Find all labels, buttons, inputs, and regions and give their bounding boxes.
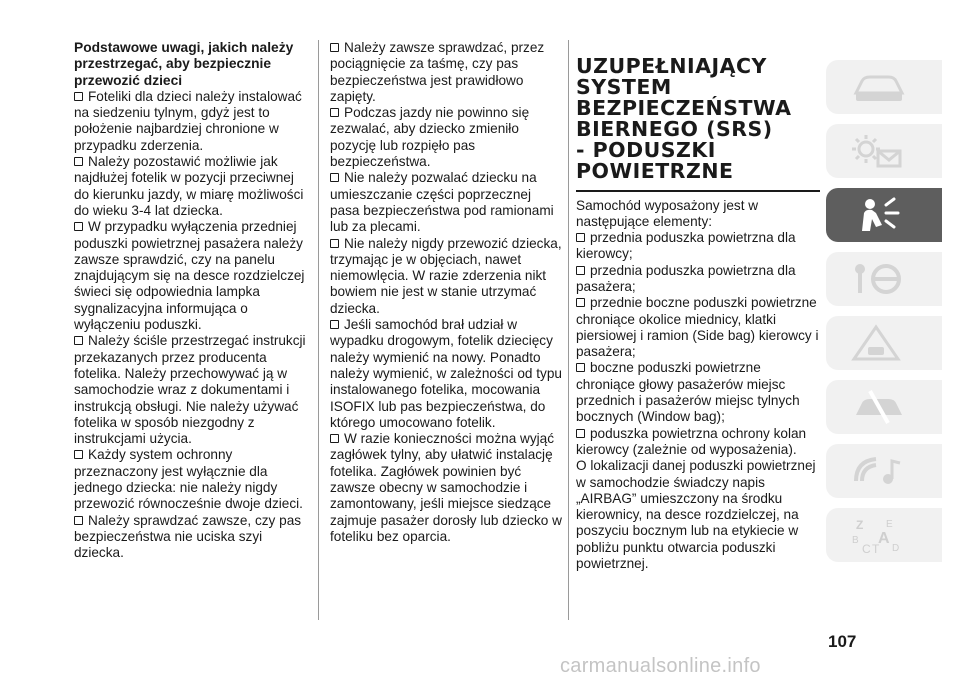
bullet-item: przednia poduszka powietrzna dla pasażera; — [576, 263, 820, 296]
bullet-item: Nie należy pozwalać dziecku na umieszczanie części poprzecznej pasa bezpieczeństwa pod ramionami lub za plecami. — [330, 170, 562, 235]
section-title-line: UZUPEŁNIAJĄCY — [576, 54, 767, 78]
index-letter: B — [852, 535, 859, 546]
bullet-item: W razie konieczności można wyjąć zagłówek tylny, aby ułatwić instalację fotelika. Zagłówek powinien być zawsze obecny w samochodzie i zamontowany, jeśli miejsce siedzące zajmuje pasażer dorosły lub dziecko w foteliku bez oparcia. — [330, 431, 562, 544]
index-letter: C — [862, 542, 871, 555]
bullet-item: Foteliki dla dzieci należy instalować na siedzeniu tylnym, gdyż jest to położenie najbardziej chronione w przypadku zderzenia. — [74, 89, 306, 154]
wrench-car-icon — [848, 387, 908, 427]
watermark: carmanualsonline.info — [560, 655, 761, 677]
bullet-item: poduszka powietrzna ochrony kolan kierowcy (zależnie od wyposażenia). — [576, 426, 820, 459]
chapter-tabs — [826, 60, 946, 572]
bullet-item: Należy sprawdzać zawsze, czy pas bezpieczeństwa nie uciska szyi dziecka. — [74, 513, 306, 562]
bullet-item: W przypadku wyłączenia przedniej poduszki powietrznej pasażera należy zawsze sprawdzić, czy na panelu znajdującym się na desce rozdzielczej świeci się odpowiednia lampka sygnalizacyjna informująca o wyłączeniu poduszki. — [74, 219, 305, 333]
key-steering-wheel-icon — [848, 259, 908, 299]
bullet-item: przednie boczne poduszki powietrzne chroniące okolice miednicy, klatki piersiowej i ramion (Side bag) kierowcy i pasażera; — [576, 295, 819, 360]
bullet-item: Jeśli samochód brał udział w wypadku drogowym, fotelik dziecięcy należy wymienić na nowy. Ponadto należy wymienić, w zależności od typu instalowanego fotelika, mocowania ISOFIX lub pas bezpieczeństwa, do którego umocowano fotelik. — [330, 317, 562, 430]
column-3 — [576, 40, 820, 572]
bullet-item: Każdy system ochronny przeznaczony jest wyłącznie dla jednego dziecka: nie należy nigdy przewozić równocześnie dwoje dzieci. — [74, 447, 306, 512]
seat-airbag-icon — [848, 195, 908, 235]
section-title-line: POWIETRZNE — [576, 159, 734, 183]
tab-maintenance[interactable] — [826, 380, 942, 434]
tab-emergency[interactable] — [826, 316, 942, 370]
outro-paragraph: O lokalizacji danej poduszki powietrznej w samochodzie świadczy napis „AIRBAG” umieszczony na środku kierownicy, na desce rozdzielczej, na poszyciu bocznym lub na etykiecie w pobliżu punktu otwarcia poduszki powietrznej. — [576, 458, 816, 572]
index-letter: Z — [856, 518, 864, 532]
bullet-item: Należy ściśle przestrzegać instrukcji przekazanych przez producenta fotelika. Należy przechowywać ją w samochodzie wraz z dokumentami i instrukcją obsługi. Nie należy używać fotelika w sposób niezgodny z instrukcjami użycia. — [74, 333, 306, 447]
bullet-item: Należy pozostawić możliwie jak najdłużej fotelik w pozycji przeciwnej do kierunku jazdy, w miarę możliwości do wieku 3-4 lat dziecka. — [74, 154, 306, 219]
tab-lights[interactable] — [826, 124, 942, 178]
tab-index[interactable] — [826, 508, 942, 562]
section-title-line: BEZPIECZEŃSTWA — [576, 96, 792, 120]
index-letter: T — [872, 542, 880, 555]
page-number: 107 — [828, 632, 857, 651]
bullet-item: przednia poduszka powietrzna dla kierowcy; — [576, 230, 820, 263]
bullet-item: boczne poduszki powietrzne chroniące głowy pasażerów miejsc przednich i pasażerów miejsc tylnych bocznych (Window bag); — [576, 360, 820, 425]
tab-multimedia[interactable] — [826, 444, 942, 498]
section-title-line: BIERNEGO (SRS) — [576, 117, 773, 141]
section-title-line: SYSTEM — [576, 75, 672, 99]
tab-starting[interactable] — [826, 252, 942, 306]
intro-paragraph: Samochód wyposażony jest w następujące elementy: — [576, 197, 759, 229]
section-heading-child-safety: Podstawowe uwagi, jakich należy przestrzegać, aby bezpiecznie przewozić dzieci — [74, 40, 294, 88]
tab-dashboard[interactable] — [826, 60, 942, 114]
sun-envelope-icon — [848, 131, 908, 171]
column-divider — [318, 40, 319, 620]
abc-index-icon — [848, 515, 908, 555]
warning-triangle-car-icon — [848, 323, 908, 363]
column-2 — [330, 40, 562, 545]
column-1 — [74, 40, 306, 562]
column-divider — [568, 40, 569, 620]
media-music-icon — [848, 451, 908, 491]
section-title-line: - PODUSZKI — [576, 138, 716, 162]
car-dashboard-icon — [848, 67, 908, 107]
index-letter: D — [892, 543, 900, 554]
index-letter: A — [878, 530, 890, 547]
index-letter: E — [886, 519, 893, 530]
bullet-item: Należy zawsze sprawdzać, przez pociągnięcie za taśmę, czy pas bezpieczeństwa jest prawidłowo zapięty. — [330, 40, 562, 105]
section-title-srs — [576, 56, 820, 182]
bullet-item: Nie należy nigdy przewozić dziecka, trzymając je w objęciach, nawet niemowlęcia. W razie zderzenia nikt bowiem nie jest w stanie utrzymać dziecka. — [330, 235, 562, 316]
bullet-item: Podczas jazdy nie powinno się zezwalać, aby dziecko zmieniło pozycję lub rozpięło pas bezpieczeństwa. — [330, 105, 562, 170]
tab-safety[interactable] — [826, 188, 942, 242]
title-underline — [576, 190, 820, 192]
